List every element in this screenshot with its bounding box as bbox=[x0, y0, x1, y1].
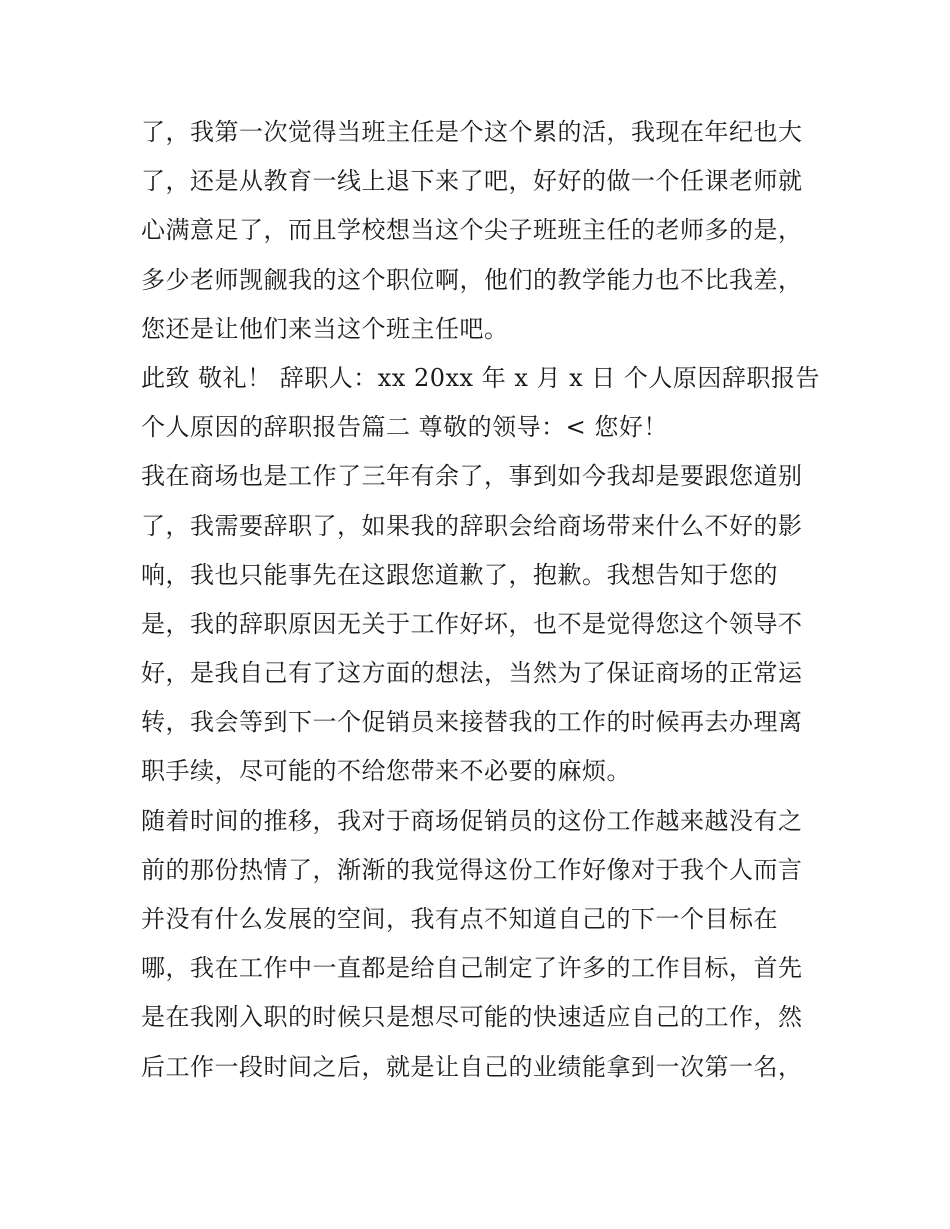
text-line: 响，我也只能事先在这跟您道歉了，抱歉。我想告知于您的 bbox=[141, 560, 778, 589]
text-line: 哪，我在工作中一直都是给自己制定了许多的工作目标，首先 bbox=[141, 954, 803, 983]
text-line: 心满意足了，而且学校想当这个尖子班班主任的老师多的是， bbox=[141, 216, 803, 245]
text-line: 了，我需要辞职了，如果我的辞职会给商场带来什么不好的影 bbox=[141, 511, 803, 540]
text-line: 此致 敬礼！ 辞职人：xx 20xx 年 x 月 x 日 个人原因辞职报告 bbox=[141, 363, 820, 392]
text-line: 是，我的辞职原因无关于工作好坏，也不是觉得您这个领导不 bbox=[141, 609, 803, 638]
text-line: 了，还是从教育一线上退下来了吧，好好的做一个任课老师就 bbox=[141, 167, 803, 196]
text-line: 并没有什么发展的空间，我有点不知道自己的下一个目标在 bbox=[141, 905, 778, 933]
text-line: 您还是让他们来当这个班主任吧。 bbox=[141, 314, 509, 343]
document-body bbox=[141, 108, 821, 1092]
text-line: 职手续，尽可能的不给您带来不必要的麻烦。 bbox=[141, 757, 631, 786]
text-line: 是在我刚入职的时候只是想尽可能的快速适应自己的工作，然 bbox=[141, 1003, 803, 1032]
text-line: 我在商场也是工作了三年有余了，事到如今我却是要跟您道别 bbox=[141, 462, 803, 491]
text-line: 了，我第一次觉得当班主任是个这个累的活，我现在年纪也大 bbox=[141, 118, 803, 146]
text-line: 前的那份热情了，渐渐的我觉得这份工作好像对于我个人而言 bbox=[141, 855, 803, 884]
text-line: 多少老师觊觎我的这个职位啊，他们的教学能力也不比我差， bbox=[141, 265, 803, 294]
text-line: 转，我会等到下一个促销员来接替我的工作的时候再去办理离 bbox=[141, 708, 803, 737]
text-line: 好，是我自己有了这方面的想法，当然为了保证商场的正常运 bbox=[141, 659, 803, 688]
text-line: 后工作一段时间之后，就是让自己的业绩能拿到一次第一名， bbox=[141, 1052, 803, 1081]
text-line: 个人原因的辞职报告篇二 尊敬的领导：< 您好！ bbox=[141, 413, 668, 442]
text-line: 随着时间的推移，我对于商场促销员的这份工作越来越没有之 bbox=[141, 806, 803, 835]
